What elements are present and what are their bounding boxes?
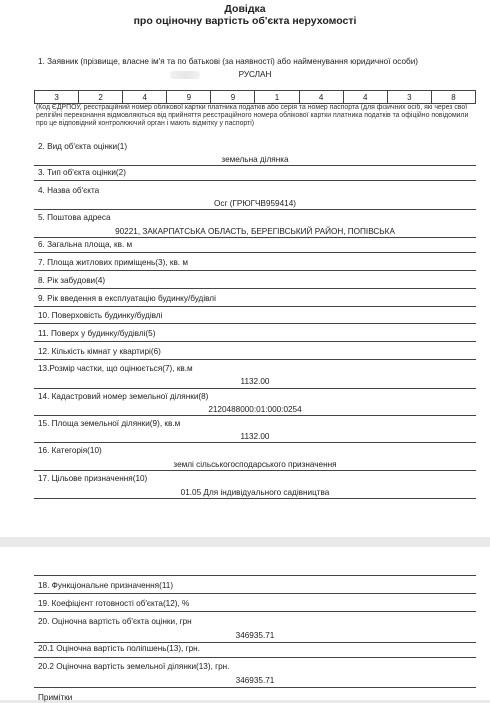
row-divider — [34, 593, 476, 594]
row-divider — [34, 642, 476, 643]
field-label: 2. Вид об'єкта оцінки(1) — [38, 142, 128, 151]
code-digit: 3 — [387, 91, 431, 104]
tax-code-note: (Код ЄДРПОУ, реєстраційний номер облікової картки платника податків або серія та номер паспорта (для фізичних осіб, які через свої релігійні переконання відмовляються від прийняття реєстраційного номера облікової картки платника податків та офіційно повідомили про це відповідний контролюючий орган і мають відмітку у паспорті) — [36, 104, 469, 128]
code-digit: 9 — [167, 91, 211, 104]
document-page-2 — [0, 547, 490, 700]
field-label: 15. Площа земельної ділянки(9), кв.м — [38, 419, 181, 428]
code-digit: 2 — [79, 91, 123, 104]
field-value: Осг (ГРЮГЧВ959414) — [213, 199, 296, 208]
row-divider — [34, 687, 476, 688]
field-label: 14. Кадастровий номер земельної ділянки(8) — [38, 392, 209, 401]
field-value: 2120488000:01:000:0254 — [208, 405, 302, 414]
field-value: землі сільськогосподарського призначення — [173, 460, 337, 469]
applicant-name: РУСЛАН — [238, 70, 272, 79]
field-value: 1132.00 — [240, 432, 270, 441]
field-label: 20. Оціночна вартість об'єкта оцінки, грн — [38, 617, 192, 626]
row-divider — [34, 165, 476, 166]
field-label: 13.Розмір частки, що оцінюється(7), кв.м — [38, 364, 193, 373]
field-label: 8. Рік забудови(4) — [38, 276, 106, 285]
row-divider — [34, 388, 476, 389]
field-label: 7. Площа житлових приміщень(3), кв. м — [38, 258, 188, 267]
field-label: 16. Категорія(10) — [38, 446, 102, 455]
field-label: 4. Назва об'єкта — [38, 186, 100, 195]
code-digit: 8 — [431, 91, 475, 104]
field-label: 17. Цільове призначення(10) — [38, 474, 148, 483]
document-title: Довідка — [224, 3, 266, 15]
row-divider — [34, 180, 476, 181]
code-digit: 3 — [35, 91, 79, 104]
tax-code-grid — [34, 90, 476, 104]
field-label: 11. Поверх у будинку/будівлі(5) — [38, 329, 156, 338]
field-label: 18. Функціональне призначення(11) — [38, 581, 174, 590]
field-label: 9. Рік введення в експлуатацію будинку/будівлі — [38, 294, 216, 303]
field-label: 20.1 Оціночна вартість поліпшень(13), грн. — [38, 644, 200, 653]
row-divider — [34, 270, 476, 271]
document-subtitle: про оціночну вартість об'єкта нерухомості — [133, 15, 357, 27]
row-divider — [34, 575, 476, 576]
row-divider — [34, 341, 476, 342]
field-value: 1132.00 — [240, 377, 270, 386]
field-value: 90221, ЗАКАРПАТСЬКА ОБЛАСТЬ, БЕРЕГІВСЬКИЙ РАЙОН, ПОПІВСЬКА — [115, 227, 395, 236]
row-divider — [34, 306, 476, 307]
field-label: 3. Тип об'єкта оцінки(2) — [38, 168, 126, 177]
row-divider — [34, 237, 476, 238]
field-label: 5. Поштова адреса — [38, 213, 111, 222]
field-label: 12. Кількість кімнат у квартирі(6) — [38, 347, 161, 356]
code-digit: 4 — [123, 91, 167, 104]
row-divider — [34, 252, 476, 253]
field-value: 346935.71 — [235, 676, 275, 685]
code-digit: 4 — [299, 91, 343, 104]
row-divider — [34, 288, 476, 289]
field-label: 20.2 Оціночна вартість земельної ділянки(13), грн. — [38, 662, 230, 671]
field-value: 346935.71 — [235, 631, 275, 640]
row-divider — [34, 209, 476, 210]
row-divider — [34, 470, 476, 471]
row-divider — [34, 442, 476, 443]
row-divider — [34, 323, 476, 324]
code-digit: 1 — [255, 91, 299, 104]
code-digit: 9 — [211, 91, 255, 104]
row-divider — [34, 657, 476, 658]
applicant-label: 1. Заявник (прізвище, власне ім'я та по батькові (за наявності) або найменування юридичної особи) — [38, 57, 419, 66]
code-digit: 4 — [343, 91, 387, 104]
row-divider — [34, 415, 476, 416]
row-divider — [34, 498, 476, 499]
row-divider — [34, 359, 476, 360]
field-label: 19. Коефіцієнт готовності об'єкта(12), % — [38, 599, 190, 608]
field-value: земельна ділянка — [221, 155, 289, 164]
row-divider — [34, 611, 476, 612]
field-label: 6. Загальна площа, кв. м — [38, 240, 133, 249]
field-label: 10. Поверховість будинку/будівлі — [38, 311, 163, 320]
notes-label: Примітки — [38, 693, 73, 702]
field-value: 01.05 Для індивідуального садівництва — [180, 488, 330, 497]
